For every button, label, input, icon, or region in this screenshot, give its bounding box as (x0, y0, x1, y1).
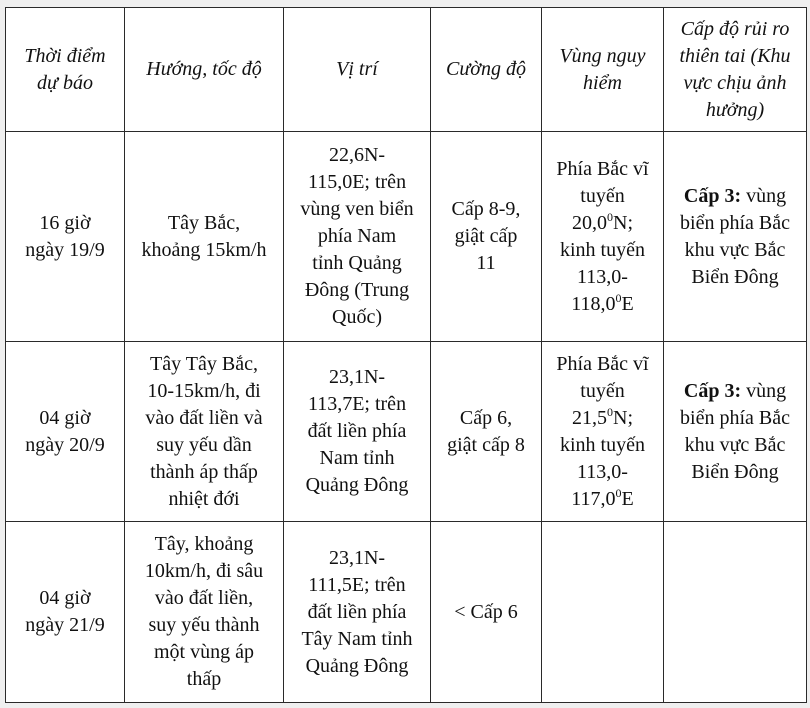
cell-direction-speed: Tây, khoảng 10km/h, đi sâu vào đất liền, suy yếu thành một vùng áp thấp (125, 522, 284, 703)
cell-direction-speed: Tây Bắc, khoảng 15km/h (125, 132, 284, 342)
cell-intensity: Cấp 6, giật cấp 8 (431, 342, 542, 522)
table-row (6, 522, 807, 703)
cell-position: 23,1N- 113,7E; trên đất liền phía Nam tỉnh Quảng Đông (284, 342, 431, 522)
header-position: Vị trí (284, 8, 431, 132)
cell-danger-zone: Phía Bắc vĩ tuyến 20,0$^0$N; kinh tuyến 113,0- 118,0$^0$E (542, 132, 664, 342)
latitude-value: 21,5$^0$N; (572, 404, 633, 429)
cell-forecast-time: 16 giờ ngày 19/9 (6, 132, 125, 342)
header-intensity: Cường độ (431, 8, 542, 132)
longitude-value: 117,0$^0$E (571, 485, 634, 510)
longitude-value: 118,0$^0$E (571, 290, 634, 315)
cell-risk-level: Cấp 3: vùng biển phía Bắc khu vực Bắc Biển Đông (664, 342, 807, 522)
cell-risk-level-empty (664, 522, 807, 703)
cell-risk-level: Cấp 3: vùng biển phía Bắc khu vực Bắc Biển Đông (664, 132, 807, 342)
header-forecast-time: Thời điểm dự báo (6, 8, 125, 132)
cell-direction-speed: Tây Tây Bắc, 10-15km/h, đi vào đất liền và suy yếu dần thành áp thấp nhiệt đới (125, 342, 284, 522)
cell-position: 23,1N- 111,5E; trên đất liền phía Tây Nam tỉnh Quảng Đông (284, 522, 431, 703)
risk-level-label: Cấp 3: (683, 379, 742, 402)
cell-danger-zone-empty (542, 522, 664, 703)
risk-level-label: Cấp 3: (683, 184, 742, 207)
cell-forecast-time: 04 giờ ngày 21/9 (6, 522, 125, 703)
storm-forecast-table (5, 7, 807, 703)
header-danger-zone: Vùng nguy hiểm (542, 8, 664, 132)
forecast-document (5, 7, 806, 702)
header-risk-level: Cấp độ rủi ro thiên tai (Khu vực chịu ảnh hưởng) (664, 8, 807, 132)
cell-forecast-time: 04 giờ ngày 20/9 (6, 342, 125, 522)
cell-intensity: < Cấp 6 (431, 522, 542, 703)
header-direction-speed: Hướng, tốc độ (125, 8, 284, 132)
cell-intensity: Cấp 8-9, giật cấp 11 (431, 132, 542, 342)
table-row (6, 342, 807, 522)
cell-danger-zone: Phía Bắc vĩ tuyến 21,5$^0$N; kinh tuyến 113,0- 117,0$^0$E (542, 342, 664, 522)
cell-position: 22,6N- 115,0E; trên vùng ven biển phía Nam tỉnh Quảng Đông (Trung Quốc) (284, 132, 431, 342)
table-header-row (6, 8, 807, 132)
latitude-value: 20,0$^0$N; (572, 209, 633, 234)
table-row (6, 132, 807, 342)
